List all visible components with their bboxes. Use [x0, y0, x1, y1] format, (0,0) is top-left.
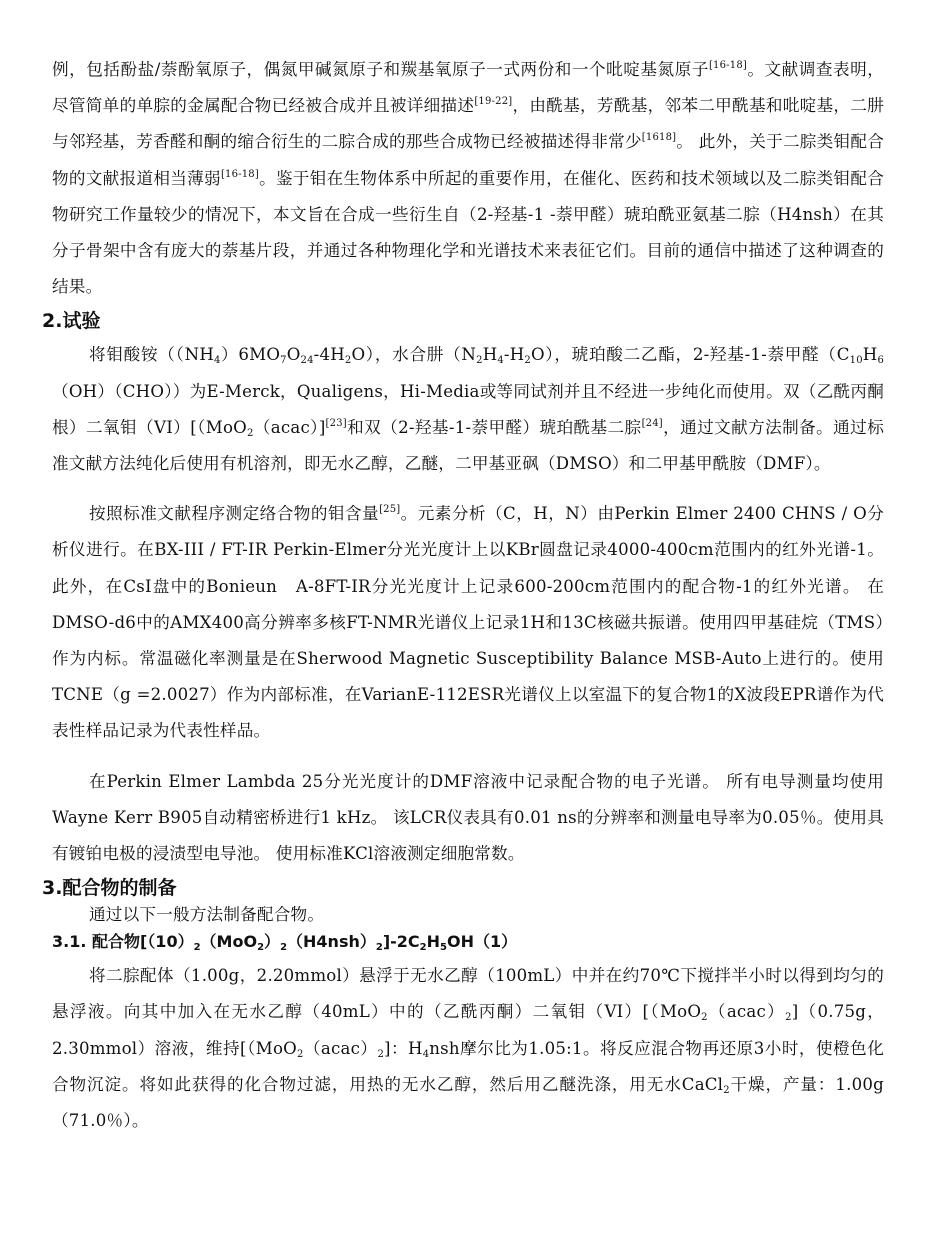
text-run: 将二腙配体（1.00g，2.20mmol）悬浮于无水乙醇（100mL）中并在约70℃下搅拌半小时以得到均匀的悬浮液。向其中加入在无水乙醇（40mL）中的（乙酰丙酮）二氧钼（VI）[（MoO — [52, 966, 884, 1022]
text-run: H — [426, 932, 441, 952]
text-run: OH（1） — [447, 932, 518, 952]
citation: [25] — [379, 504, 401, 516]
citation: [16-18] — [220, 168, 259, 180]
subscript: 4 — [497, 355, 504, 367]
text-run: 。鉴于钼在生物体系中所起的重要作用，在催化、医药和技术领域以及二腙类钼配合物研究工作量较少的情况下，本文旨在合成一些衍生自（2-羟基-1 -萘甲醛）琥珀酰亚氨基二腙（H4nsh）在其分子骨架中含有庞大的萘基片段，并通过各种物理化学和光谱技术来表征它们。目前的通信中描述了这种调查的结果。 — [52, 168, 885, 297]
analysis-paragraph — [52, 496, 884, 749]
subscript: 2 — [280, 942, 288, 954]
subscript: 10 — [849, 355, 863, 367]
subscript: 5 — [440, 942, 447, 954]
subsection-heading-3-1 — [52, 926, 884, 958]
text-run: H — [482, 345, 498, 365]
text-run: O），琥珀酸二乙酯，2-羟基-1-萘甲醛（C — [530, 345, 850, 365]
subscript: 2 — [377, 1048, 385, 1060]
subscript: 2 — [524, 355, 531, 367]
text-run: ]（0.75g，2.30mmol）溶液，维持[（MoO — [52, 1002, 884, 1058]
subscript: 24 — [300, 355, 314, 367]
text-run: O），水合肼（N — [351, 345, 477, 365]
reagents-paragraph — [52, 337, 884, 482]
text-run: 和双（2-羟基-1-萘甲醛）琥珀酰基二腙 — [346, 417, 642, 437]
text-run: -H — [503, 345, 525, 365]
text-run: 将钼酸铵（（NH — [89, 345, 214, 365]
preparation-intro: 通过以下一般方法制备配合物。 — [89, 905, 325, 925]
subscript: 2 — [785, 1012, 792, 1024]
text-run: -4H — [313, 345, 345, 365]
text-run: ）6MO — [220, 345, 281, 365]
citation: [1618] — [641, 132, 677, 144]
subscript: 2 — [193, 942, 201, 954]
subscript: 2 — [246, 427, 254, 439]
section-heading-experiment: 2.试验 — [42, 310, 101, 333]
section-heading-preparation: 3.配合物的制备 — [42, 877, 177, 900]
text-run: （acac）] — [253, 417, 326, 437]
subscript: 2 — [257, 942, 265, 954]
text-run: H — [862, 345, 878, 365]
subscript: 2 — [296, 1048, 304, 1060]
text-run: nsh摩尔比为1.05:1。将反应混合物再还原3小时，使橙色化合物沉淀。将如此获得的化合物过滤，用热的无水乙醇，然后用乙醚洗涤，用无水CaCl — [52, 1038, 885, 1094]
text-run: ，通过文献方法制备。通过标准文献方法纯化后使用有机溶剂，即无水乙醇，乙醚，二甲基亚砜（DMSO）和二甲基甲酰胺（DMF）。 — [52, 417, 884, 474]
text-run: 。元素分析（C，H，N）由Perkin Elmer 2400 CHNS / O分析仪进行。在BX-III / FT-IR Perkin-Elmer分光光度计上以KBr圆盘记录4000-400cm范围内的红外光谱-1。此外，在CsI盘中的Bonieun A-8FT-IR分光光度计上记录600-200cm范围内的配合物-1的红外光谱。 在DMSO-d6中的AMX400高分辨率多核FT-NMR光谱仪上记录1H和13C核磁共振谱。使用四甲基硅烷（TMS）作为内标。常温磁化率测量是在Sherwood Magnetic Susceptibility Balance MSB-Auto上进行的。使用TCNE（g =2.0027）作为内部标准，在VarianE-112ESR光谱仪上以室温下的复合物1的X波段EPR谱作为代表性样品记录为代表性样品。 — [52, 504, 884, 741]
spectra-paragraph: 在Perkin Elmer Lambda 25分光光度计的DMF溶液中记录配合物的电子光谱。 所有电导测量均使用Wayne Kerr B905自动精密桥进行1 kHz。 该LCR仪表具有0.01 ns的分辨率和测量电导率为0.05％。使用具有镀铂电极的浸渍型电导池。 使用标准KCl溶液测定细胞常数。 — [52, 771, 884, 864]
text-run: ]：H — [384, 1038, 423, 1058]
text-run: （H4nsh） — [287, 932, 376, 952]
citation: [19-22] — [474, 96, 513, 108]
subscript: 4 — [214, 355, 221, 367]
text-run: ，由酰基，芳酰基，邻苯二甲酰基和吡啶基，二肼与邻羟基，芳香醛和酮的缩合衍生的二腙合成的那些合成物已经被描述得非常少 — [52, 96, 885, 152]
text-run: （OH）（CHO））为E-Merck，Qualigens，Hi-Media或等同试剂并且不经进一步纯化而使用。双（乙酰丙酮根）二氧钼（VI）[（MoO — [52, 381, 884, 437]
citation: [16-18] — [708, 60, 747, 71]
text-run: 干燥，产量：1.00g（71.0％）。 — [52, 1074, 884, 1131]
subscript: 6 — [877, 355, 884, 367]
citation: [24] — [641, 417, 663, 429]
text-run: 例，包括酚盐/萘酚氧原子，偶氮甲碱氮原子和羰基氧原子一式两份和一个吡啶基氮原子 — [52, 60, 709, 79]
subscript: 2 — [375, 942, 383, 954]
text-run: （acac） — [707, 1002, 786, 1022]
subscript: 4 — [422, 1048, 430, 1060]
subscript: 2 — [344, 355, 352, 367]
text-run: 按照标准文献程序测定络合物的钼含量 — [89, 504, 380, 524]
subscript: 2 — [476, 355, 483, 367]
document-page — [42, 52, 885, 1139]
subscript: 2 — [419, 942, 427, 954]
citation: [23] — [325, 417, 347, 429]
text-run: （MoO — [200, 932, 258, 952]
intro-paragraph — [52, 52, 884, 305]
text-run: ]-2C — [382, 932, 420, 952]
text-run: 3.1. 配合物[（10） — [52, 932, 194, 952]
text-run: 。文献调查表明，尽管简单的单腙的金属配合物已经被合成并且被详细描述 — [52, 60, 884, 116]
text-run: ） — [264, 932, 281, 952]
text-run: O — [286, 345, 301, 365]
subscript: 7 — [280, 355, 287, 367]
subscript: 2 — [723, 1084, 730, 1096]
text-run: （acac） — [303, 1038, 378, 1058]
preparation-paragraph — [52, 958, 884, 1139]
subscript: 2 — [701, 1012, 708, 1024]
text-run: 。 此外，关于二腙类钼配合物的文献报道相当薄弱 — [52, 132, 884, 188]
